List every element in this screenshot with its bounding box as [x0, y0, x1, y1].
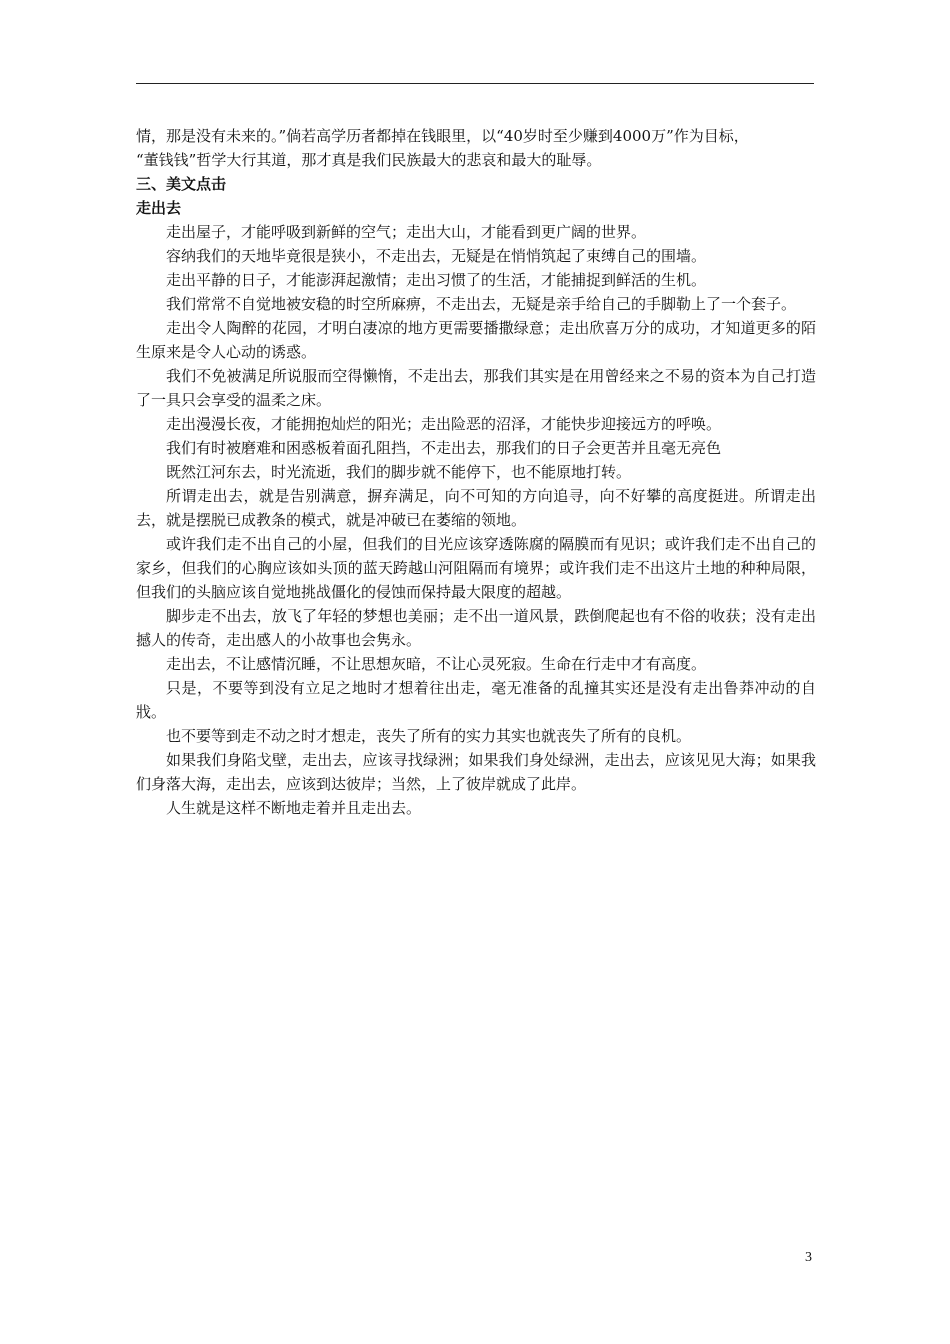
intro-line-1: 情，那是没有未来的。”倘若高学历者都掉在钱眼里，以“40岁时至少赚到4000万”作为目标， [136, 127, 749, 145]
page-number: 3 [805, 1250, 812, 1265]
essay-paragraph: 走出令人陶醉的花园，才明白凄凉的地方更需要播撒绿意；走出欣喜万分的成功，才知道更多的陌生原来是令人心动的诱惑。 [136, 319, 816, 361]
essay-paragraph: 走出漫漫长夜，才能拥抱灿烂的阳光；走出险恶的沼泽，才能快步迎接远方的呼唤。 [166, 415, 722, 433]
essay-paragraph: 既然江河东去，时光流逝，我们的脚步就不能停下，也不能原地打转。 [166, 463, 632, 481]
intro-line-2: “董钱钱”哲学大行其道，那才真是我们民族最大的悲哀和最大的耻辱。 [136, 151, 602, 169]
essay-paragraph: 只是，不要等到没有立足之地时才想着往出走，毫无准备的乱撞其实还是没有走出鲁莽冲动的自戕。 [136, 679, 816, 721]
essay-paragraph: 如果我们身陷戈壁，走出去，应该寻找绿洲；如果我们身处绿洲，走出去，应该见见大海；如果我们身落大海，走出去，应该到达彼岸；当然，上了彼岸就成了此岸。 [136, 751, 816, 793]
essay-paragraph: 走出屋子，才能呼吸到新鲜的空气；走出大山，才能看到更广阔的世界。 [166, 223, 647, 241]
essay-title: 走出去 [136, 199, 182, 217]
page-content [136, 124, 816, 820]
essay-paragraph: 人生就是这样不断地走着并且走出去。 [166, 799, 422, 817]
essay-paragraph: 容纳我们的天地毕竟很是狭小，不走出去，无疑是在悄悄筑起了束缚自己的围墙。 [166, 247, 707, 265]
essay-paragraph: 或许我们走不出自己的小屋，但我们的目光应该穿透陈腐的隔膜而有见识；或许我们走不出自己的家乡，但我们的心胸应该如头顶的蓝天跨越山河阻隔而有境界；或许我们走不出这片土地的种种局限，但我们的头脑应该自觉地挑战僵化的侵蚀而保持最大限度的超越。 [136, 535, 816, 601]
section-heading: 三、美文点击 [136, 175, 227, 193]
essay-paragraph: 我们常常不自觉地被安稳的时空所麻痹，不走出去，无疑是亲手给自己的手脚勒上了一个套子。 [166, 295, 797, 313]
essay-paragraph: 所谓走出去，就是告别满意，摒弃满足，向不可知的方向追寻，向不好攀的高度挺进。所谓走出去，就是摆脱已成教条的模式，就是冲破已在萎缩的领地。 [136, 487, 816, 529]
essay-paragraph: 走出平静的日子，才能澎湃起激情；走出习惯了的生活，才能捕捉到鲜活的生机。 [166, 271, 707, 289]
essay-paragraph: 也不要等到走不动之时才想走，丧失了所有的实力其实也就丧失了所有的良机。 [166, 727, 692, 745]
essay-paragraph: 我们有时被磨难和困惑板着面孔阻挡，不走出去，那我们的日子会更苦并且毫无亮色 [166, 439, 722, 457]
header-rule [136, 83, 814, 84]
essay-paragraph: 脚步走不出去，放飞了年轻的梦想也美丽；走不出一道风景，跌倒爬起也有不俗的收获；没有走出撼人的传奇，走出感人的小故事也会隽永。 [136, 607, 816, 649]
essay-paragraph: 走出去，不让感情沉睡，不让思想灰暗，不让心灵死寂。生命在行走中才有高度。 [166, 655, 707, 673]
essay-paragraph: 我们不免被满足所说服而空得懒惰，不走出去，那我们其实是在用曾经来之不易的资本为自己打造了一具只会享受的温柔之床。 [136, 367, 816, 409]
